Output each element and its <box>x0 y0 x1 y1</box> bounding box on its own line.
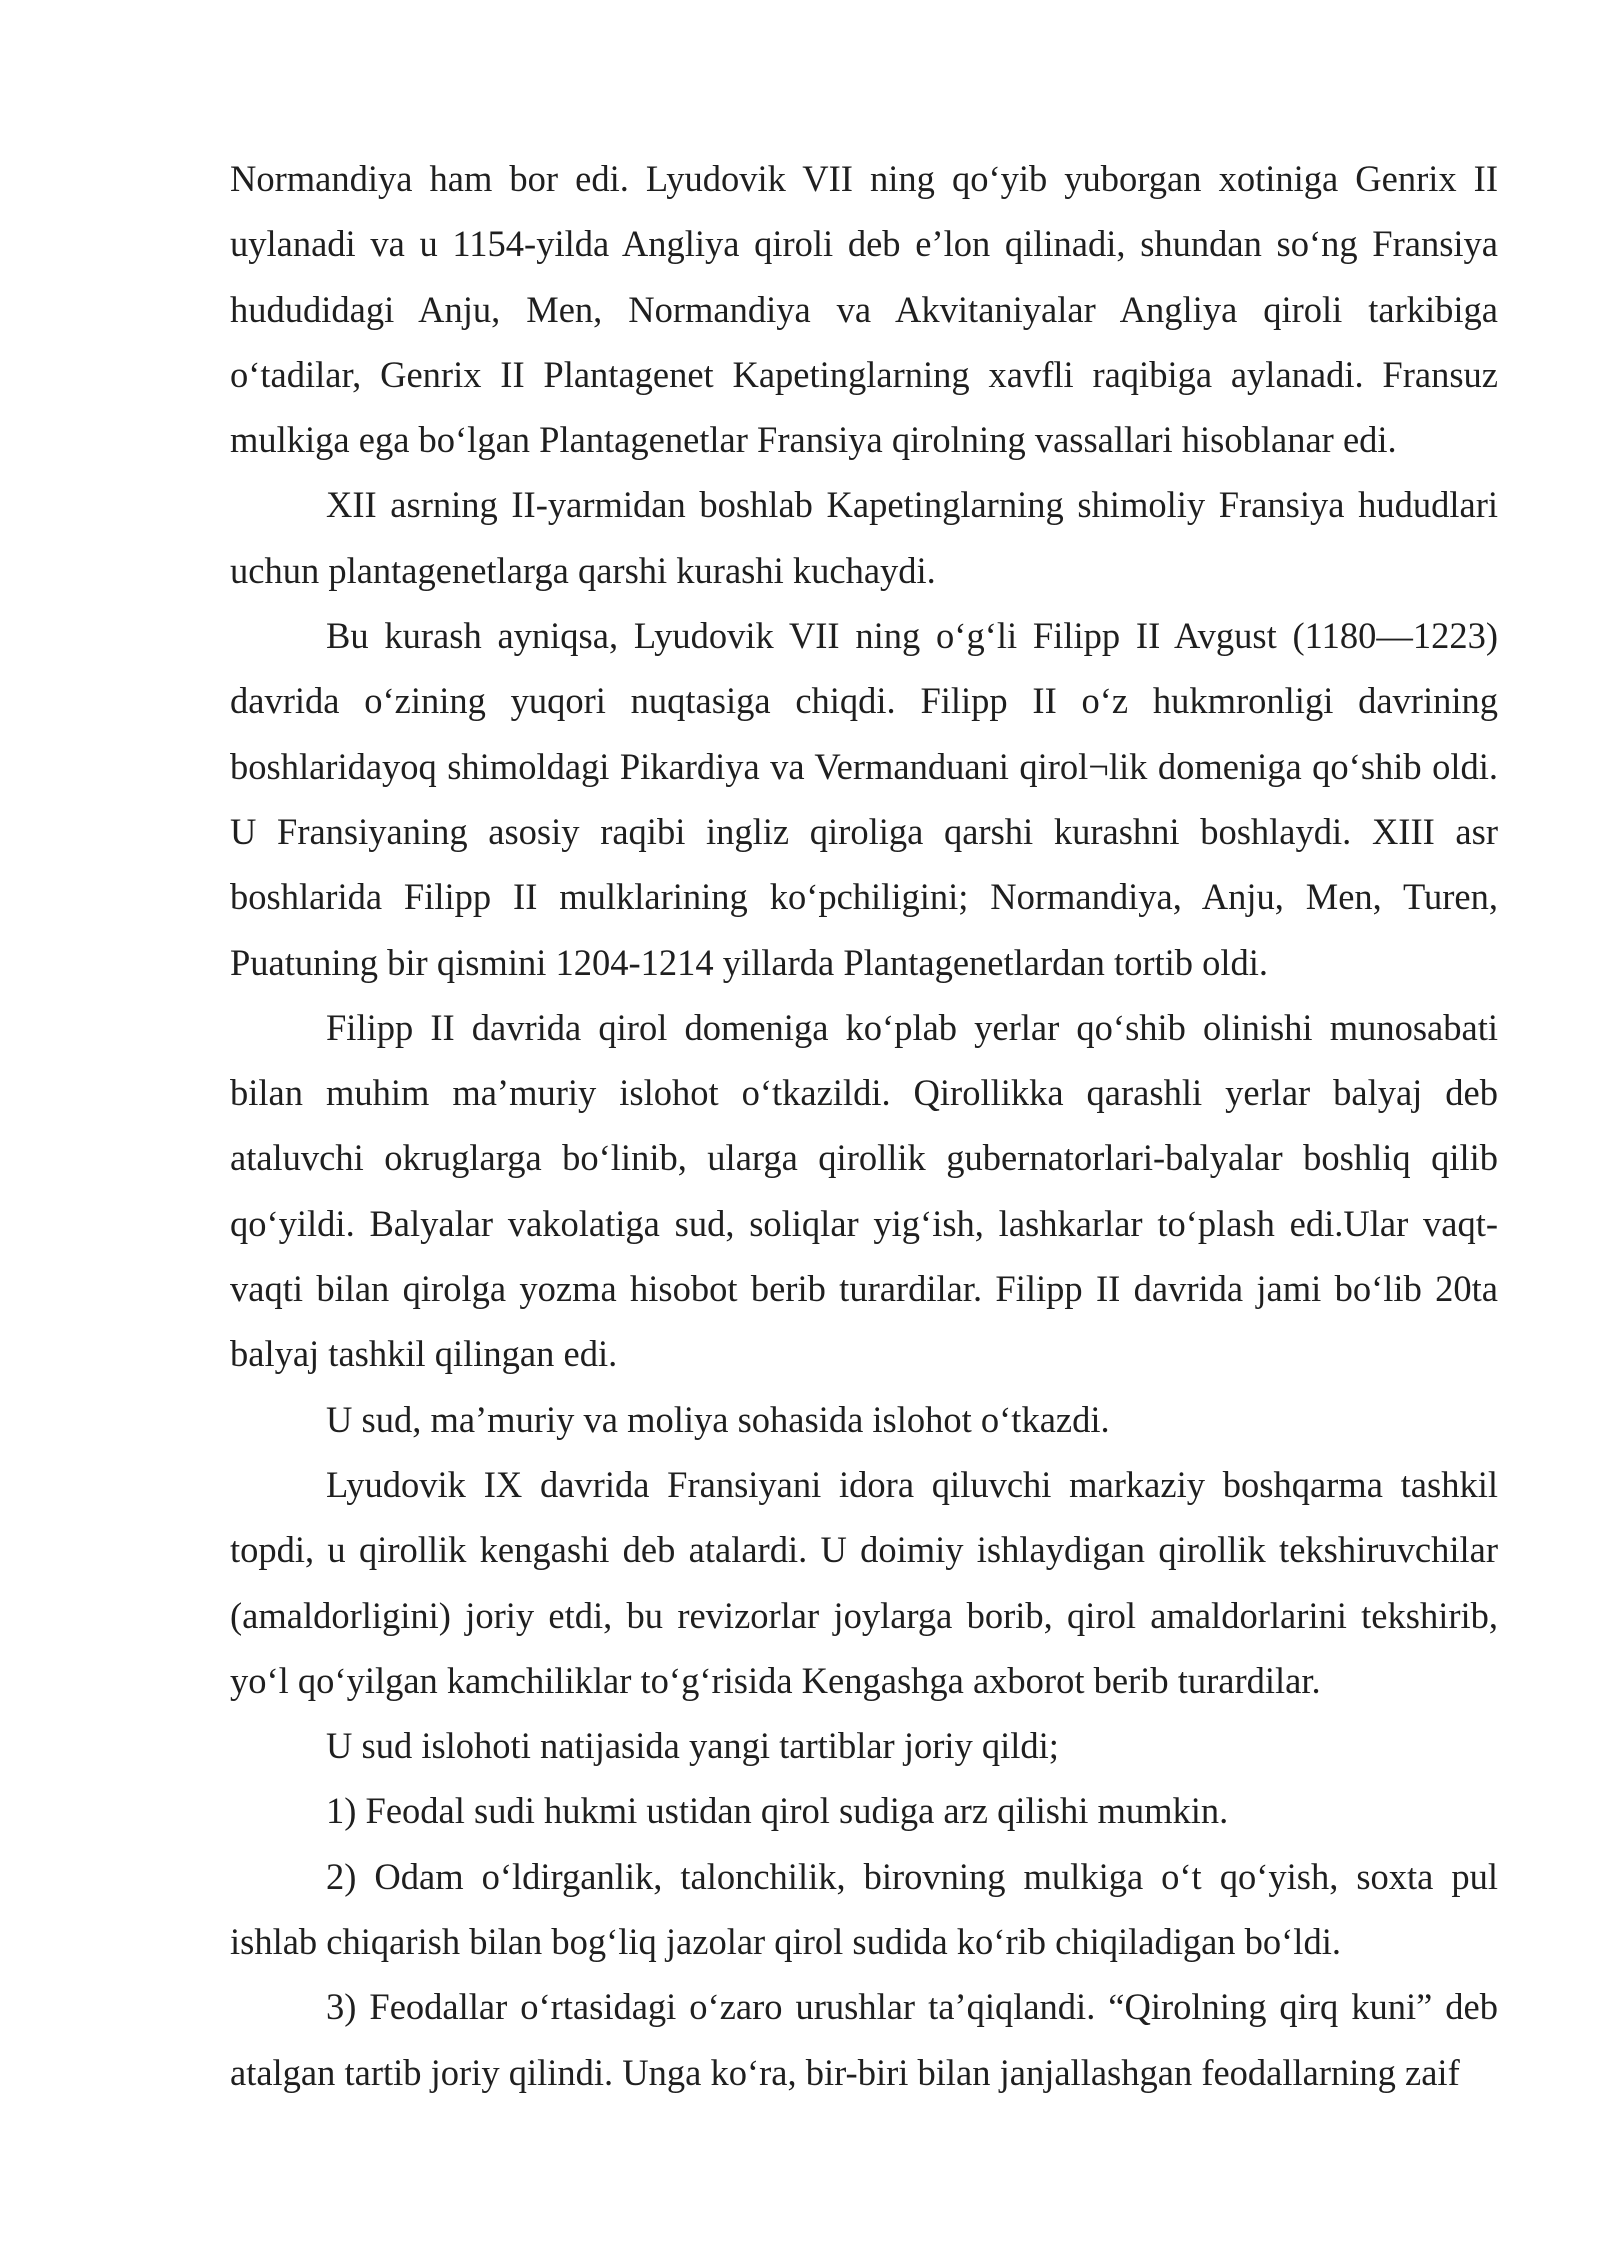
paragraph-5: U sud, ma’muriy va moliya sohasida islohot o‘tkazdi. <box>326 1398 1110 1440</box>
paragraph-4: Filipp II davrida qirol domeniga ko‘plab yerlar qo‘shib olinishi munosabati bilan muhim ma’muriy islohot o‘tkazildi. Qirollikka qarashli yerlar balyaj deb ataluvchi okruglarga bo‘linib, ularga qirollik gubernatorlari-balyalar boshliq qilib qo‘yildi. Balyalar vakolatiga sud, soliqlar yig‘ish, lashkarlar to‘plash edi.Ular vaqt-vaqti bilan qirolga yozma hisobot berib turardilar. Filipp II davrida jami bo‘lib 20ta balyaj tashkil qilingan edi. <box>230 1006 1498 1375</box>
list-item-2: 2) Odam o‘ldirganlik, talonchilik, birovning mulkiga o‘t qo‘yish, soxta pul ishlab chiqarish bilan bog‘liq jazolar qirol sudida ko‘rib chiqiladigan bo‘ldi. <box>230 1855 1498 1963</box>
document-body <box>230 146 1498 2105</box>
paragraph-3: Bu kurash ayniqsa, Lyudovik VII ning o‘g‘li Filipp II Avgust (1180—1223) davrida o‘zining yuqori nuqtasiga chiqdi. Filipp II o‘z hukmronligi davrining boshlaridayoq shimoldagi Pikardiya va Vermanduani qirol¬lik domeniga qo‘shib oldi. U Fransiyaning asosiy raqibi ingliz qiroliga qarshi kurashni boshlaydi. XIII asr boshlarida Filipp II mulklarining ko‘pchiligini; Normandiya, Anju, Men, Turen, Puatuning bir qismini 1204-1214 yillarda Plantagenetlardan tortib oldi. <box>230 615 1498 983</box>
paragraph-7: U sud islohoti natijasida yangi tartiblar joriy qildi; <box>326 1725 1059 1767</box>
paragraph-6: Lyudovik IX davrida Fransiyani idora qiluvchi markaziy boshqarma tashkil topdi, u qirollik kengashi deb atalardi. U doimiy ishlaydigan qirollik tekshiruvchilar (amaldorligini) joriy etdi, bu revizorlar joylarga borib, qirol amaldorlarini tekshirib, yo‘l qo‘yilgan kamchiliklar to‘g‘risida Kengashga axborot berib turardilar. <box>230 1463 1498 1701</box>
list-item-3: 3) Feodallar o‘rtasidagi o‘zaro urushlar ta’qiqlandi. “Qirolning qirq kuni” deb atalgan tartib joriy qilindi. Unga ko‘ra, bir-biri bilan janjallashgan feodallarning zaif <box>230 1986 1498 2093</box>
paragraph-1: Normandiya ham bor edi. Lyudovik VII ning qo‘yib yuborgan xotiniga Genrix II uylanadi va u 1154-yilda Angliya qiroli deb e’lon qilinadi, shundan so‘ng Fransiya hududidagi Anju, Men, Normandiya va Akvitaniyalar Angliya qiroli tarkibiga o‘tadilar, Genrix II Plantagenet Kapetinglarning xavfli raqibiga aylanadi. Fransuz mulkiga ega bo‘lgan Plantagenetlar Fransiya qirolning vassallari hisoblanar edi. <box>230 158 1498 461</box>
paragraph-2: XII asrning II-yarmidan boshlab Kapetinglarning shimoliy Fransiya hududlari uchun plantagenetlarga qarshi kurashi kuchaydi. <box>230 484 1498 591</box>
list-item-1: 1) Feodal sudi hukmi ustidan qirol sudiga arz qilishi mumkin. <box>326 1790 1229 1832</box>
